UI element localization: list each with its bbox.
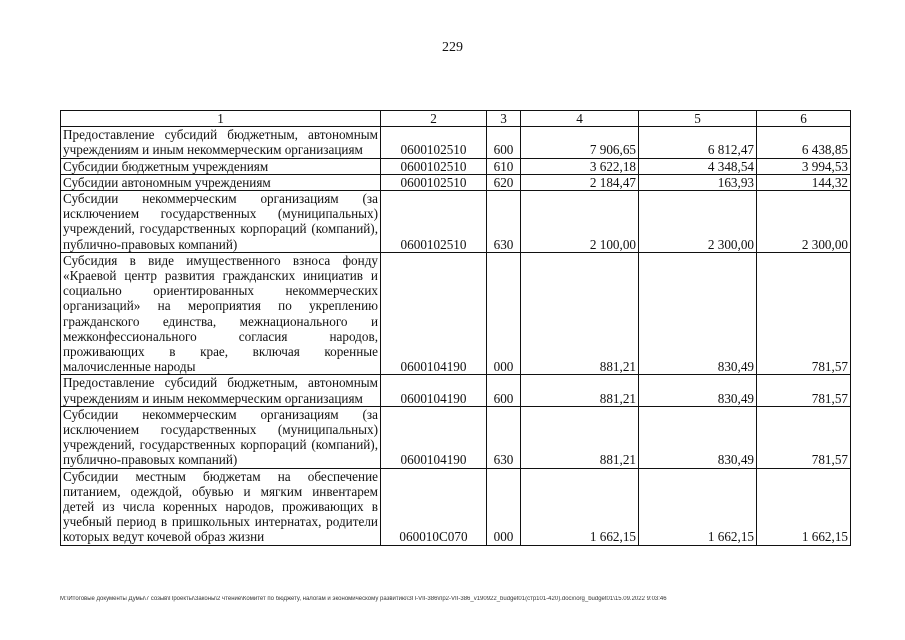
column-header: 5 — [639, 111, 757, 127]
row-name: Субсидии некоммерческим организациям (за исключением государственных (муниципальных) учреждений, государственных корпораций (компаний), публично-правовых компаний) — [61, 406, 381, 468]
row-name: Предоставление субсидий бюджетным, автономным учреждениям и иным некоммерческим организациям — [61, 375, 381, 406]
expense-type: 610 — [487, 158, 521, 174]
target-code: 0600102510 — [381, 158, 487, 174]
amount-col4: 2 184,47 — [521, 174, 639, 190]
amount-col5: 830,49 — [639, 406, 757, 468]
amount-col5: 830,49 — [639, 252, 757, 375]
footer-file-path: M:\Итоговые документы Думы\7 созыв\Проекты\Законы\2 чтение\Комитет по бюджету, налогам и экономическому развитию\ЗП-VII-386\пр2-VII-386_v190922_budget01(стр101-420).docx\org_budget01\15.09.2022 9:03:46 — [60, 596, 667, 602]
target-code: 0600102510 — [381, 191, 487, 253]
amount-col4: 2 100,00 — [521, 191, 639, 253]
target-code: 060010С070 — [381, 468, 487, 545]
table-row — [61, 174, 851, 190]
amount-col4: 881,21 — [521, 252, 639, 375]
expense-type: 630 — [487, 406, 521, 468]
expense-type: 630 — [487, 191, 521, 253]
table-row — [61, 158, 851, 174]
amount-col5: 6 812,47 — [639, 127, 757, 158]
column-header: 4 — [521, 111, 639, 127]
amount-col5: 1 662,15 — [639, 468, 757, 545]
amount-col4: 3 622,18 — [521, 158, 639, 174]
amount-col6: 781,57 — [757, 252, 851, 375]
column-header: 3 — [487, 111, 521, 127]
amount-col6: 144,32 — [757, 174, 851, 190]
amount-col4: 881,21 — [521, 406, 639, 468]
row-name: Субсидии некоммерческим организациям (за исключением государственных (муниципальных) учреждений, государственных корпораций (компаний), публично-правовых компаний) — [61, 191, 381, 253]
amount-col4: 7 906,65 — [521, 127, 639, 158]
column-header: 2 — [381, 111, 487, 127]
row-name: Субсидии автономным учреждениям — [61, 174, 381, 190]
target-code: 0600102510 — [381, 174, 487, 190]
table-row — [61, 406, 851, 468]
table-header-row — [61, 111, 851, 127]
budget-table — [60, 110, 851, 546]
target-code: 0600104190 — [381, 406, 487, 468]
expense-type: 600 — [487, 127, 521, 158]
amount-col6: 6 438,85 — [757, 127, 851, 158]
amount-col5: 2 300,00 — [639, 191, 757, 253]
expense-type: 620 — [487, 174, 521, 190]
target-code: 0600102510 — [381, 127, 487, 158]
table-row — [61, 375, 851, 406]
row-name: Субсидия в виде имущественного взноса фонду «Краевой центр развития гражданских инициатив и социально ориентированных некоммерческих организаций» на мероприятия по укреплению гражданского единства, межнационального и межконфессионального согласия народов, проживающих в крае, включая коренные малочисленные народы — [61, 252, 381, 375]
table-row — [61, 191, 851, 253]
amount-col4: 881,21 — [521, 375, 639, 406]
row-name: Предоставление субсидий бюджетным, автономным учреждениям и иным некоммерческим организациям — [61, 127, 381, 158]
amount-col6: 781,57 — [757, 406, 851, 468]
amount-col6: 3 994,53 — [757, 158, 851, 174]
table-row — [61, 468, 851, 545]
table-row — [61, 252, 851, 375]
row-name: Субсидии бюджетным учреждениям — [61, 158, 381, 174]
target-code: 0600104190 — [381, 375, 487, 406]
expense-type: 600 — [487, 375, 521, 406]
amount-col5: 830,49 — [639, 375, 757, 406]
column-header: 6 — [757, 111, 851, 127]
amount-col6: 1 662,15 — [757, 468, 851, 545]
amount-col5: 163,93 — [639, 174, 757, 190]
amount-col4: 1 662,15 — [521, 468, 639, 545]
row-name: Субсидии местным бюджетам на обеспечение питанием, одеждой, обувью и мягким инвентарем детей из числа коренных народов, проживающих в учебный период в пришкольных интернатах, родители которых ведут кочевой образ жизни — [61, 468, 381, 545]
expense-type: 000 — [487, 468, 521, 545]
amount-col6: 781,57 — [757, 375, 851, 406]
page-number: 229 — [442, 40, 463, 55]
amount-col5: 4 348,54 — [639, 158, 757, 174]
column-header: 1 — [61, 111, 381, 127]
amount-col6: 2 300,00 — [757, 191, 851, 253]
table-row — [61, 127, 851, 158]
target-code: 0600104190 — [381, 252, 487, 375]
expense-type: 000 — [487, 252, 521, 375]
